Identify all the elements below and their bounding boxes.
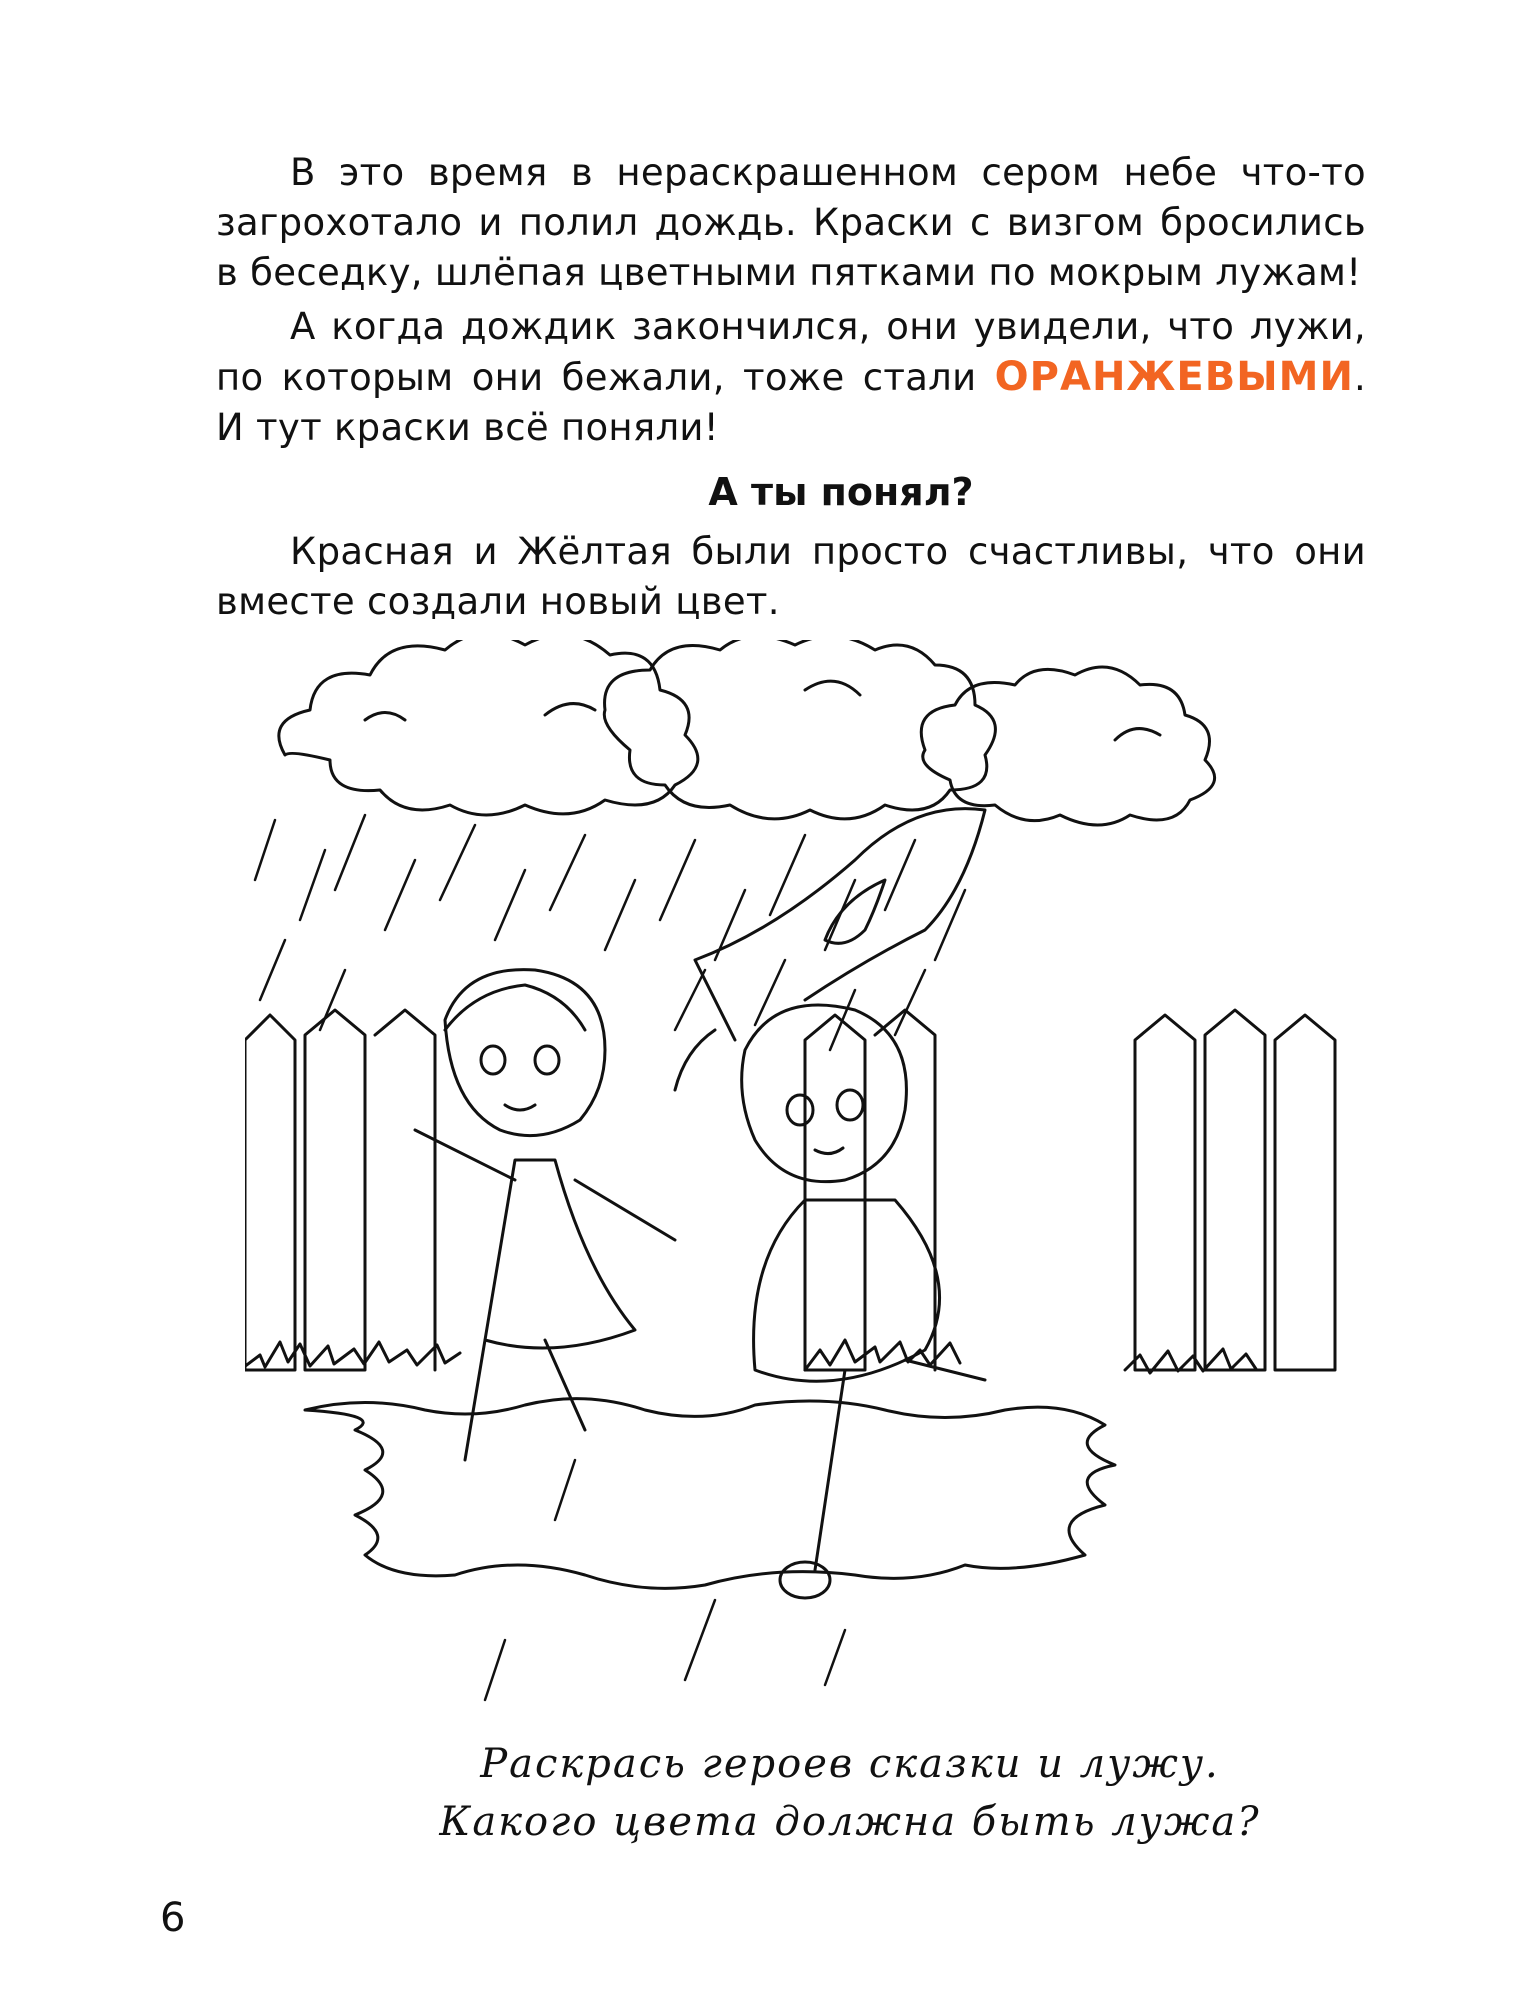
page-number: 6 [160, 1895, 186, 1941]
orange-word: ОРАНЖЕВЫМИ [994, 354, 1354, 400]
caption-line-2: Какого цвета должна быть лужа? [439, 1799, 1261, 1845]
rain-lines [255, 815, 965, 1700]
task-caption [300, 1735, 1400, 1851]
caption-line-1: Раскрась героев сказки и лужу. [480, 1741, 1220, 1787]
question-heading: А ты понял? [708, 470, 974, 514]
story-paragraph-3: Красная и Жёлтая были просто счастливы, что они вместе создали новый цвет. [216, 530, 1366, 623]
fence [245, 1010, 1335, 1370]
cloud-icon [279, 640, 698, 815]
paragraph-2-end: . И тут краски всё поняли! [216, 356, 1366, 449]
paragraph-2-start: А когда дождик закончился, они увидели, что лужи, по которым они бежали, тоже стали [216, 305, 1366, 399]
puddle [305, 1399, 1115, 1589]
cloud-icon [921, 667, 1214, 825]
girl-right [675, 809, 985, 1598]
story-paragraph-2 [216, 302, 1366, 453]
cloud-icon [604, 640, 995, 819]
coloring-illustration [245, 640, 1375, 1710]
girl-left [415, 970, 675, 1460]
grass [245, 1340, 1256, 1373]
story-text [216, 148, 1366, 631]
story-paragraph-1: В это время в нераскрашенном сером небе что-то загрохотало и полил дождь. Краски с визгом бросились в беседку, шлёпая цветными пятками по мокрым лужам! [216, 151, 1366, 294]
